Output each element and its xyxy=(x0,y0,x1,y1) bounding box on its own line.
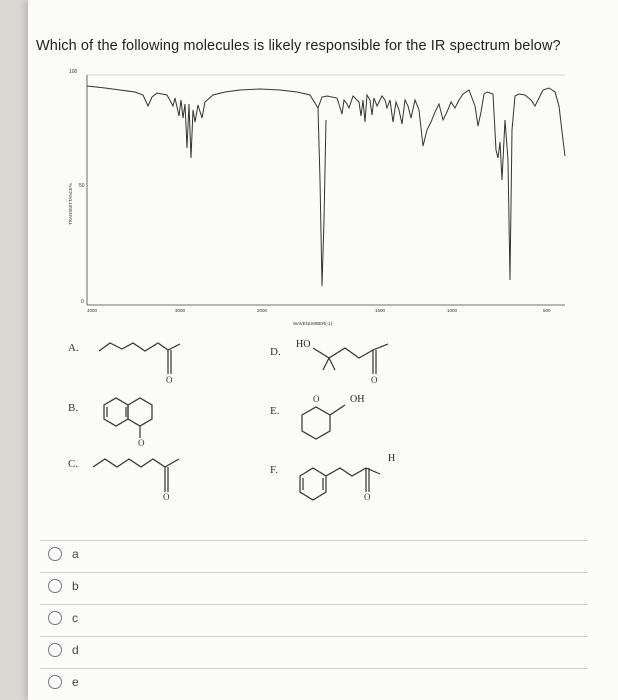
option-e[interactable] xyxy=(48,672,79,692)
question-text: Which of the following molecules is likely responsible for the IR spectrum below? xyxy=(36,38,561,54)
xtick-1500: 1500 xyxy=(375,308,386,313)
option-c-radio[interactable] xyxy=(48,611,62,625)
molecule-b-label: B. xyxy=(68,402,79,414)
molecule-c-label: C. xyxy=(68,458,79,470)
ytick-100: 100 xyxy=(69,69,78,75)
molecule-e-label: E. xyxy=(270,405,280,417)
option-b[interactable] xyxy=(48,576,79,596)
option-e-label: e xyxy=(72,675,79,689)
ytick-0: 0 xyxy=(81,299,84,305)
xtick-4000: 4000 xyxy=(87,308,98,313)
ytick-50: 50 xyxy=(79,183,85,189)
y-axis-label: TRANSMITTANCE% xyxy=(68,183,73,225)
option-a[interactable] xyxy=(48,544,79,564)
option-c-label: c xyxy=(72,611,78,625)
molecule-e-ring xyxy=(302,407,330,439)
molecule-f-chain xyxy=(326,468,380,476)
option-a-radio[interactable] xyxy=(48,547,62,561)
option-b-label: b xyxy=(72,579,79,593)
svg-text:O: O xyxy=(138,438,145,448)
svg-text:O: O xyxy=(364,492,371,502)
option-b-radio[interactable] xyxy=(48,579,62,593)
x-axis-label: WAVENUMBER(-1) xyxy=(293,321,333,326)
molecule-a-chain xyxy=(99,343,180,351)
molecule-f-benzene xyxy=(300,468,326,500)
svg-text:O: O xyxy=(313,394,320,404)
molecule-e-hydroxyl: OH xyxy=(350,394,365,405)
option-d[interactable] xyxy=(48,640,79,660)
molecule-b-pyran xyxy=(128,398,152,426)
option-c[interactable] xyxy=(48,608,78,628)
option-d-radio[interactable] xyxy=(48,643,62,657)
option-d-label: d xyxy=(72,643,79,657)
molecule-d-label: D. xyxy=(270,346,281,358)
xtick-500: 500 xyxy=(543,308,551,313)
molecule-f-aldehyde-h: H xyxy=(388,453,396,464)
svg-text:O: O xyxy=(166,375,173,385)
molecule-d-chain xyxy=(313,344,388,358)
xtick-3000: 3000 xyxy=(175,308,186,313)
options-top-divider xyxy=(40,540,588,541)
svg-text:O: O xyxy=(371,375,378,385)
molecule-f-label: F. xyxy=(270,464,278,476)
xtick-2000: 2000 xyxy=(257,308,268,313)
molecule-c-chain xyxy=(93,459,179,467)
xtick-1000: 1000 xyxy=(447,308,458,313)
molecule-a-label: A. xyxy=(68,342,79,354)
option-e-radio[interactable] xyxy=(48,675,62,689)
svg-text:O: O xyxy=(163,492,170,502)
molecule-d-hydroxyl: HO xyxy=(296,339,311,350)
option-a-label: a xyxy=(72,547,79,561)
